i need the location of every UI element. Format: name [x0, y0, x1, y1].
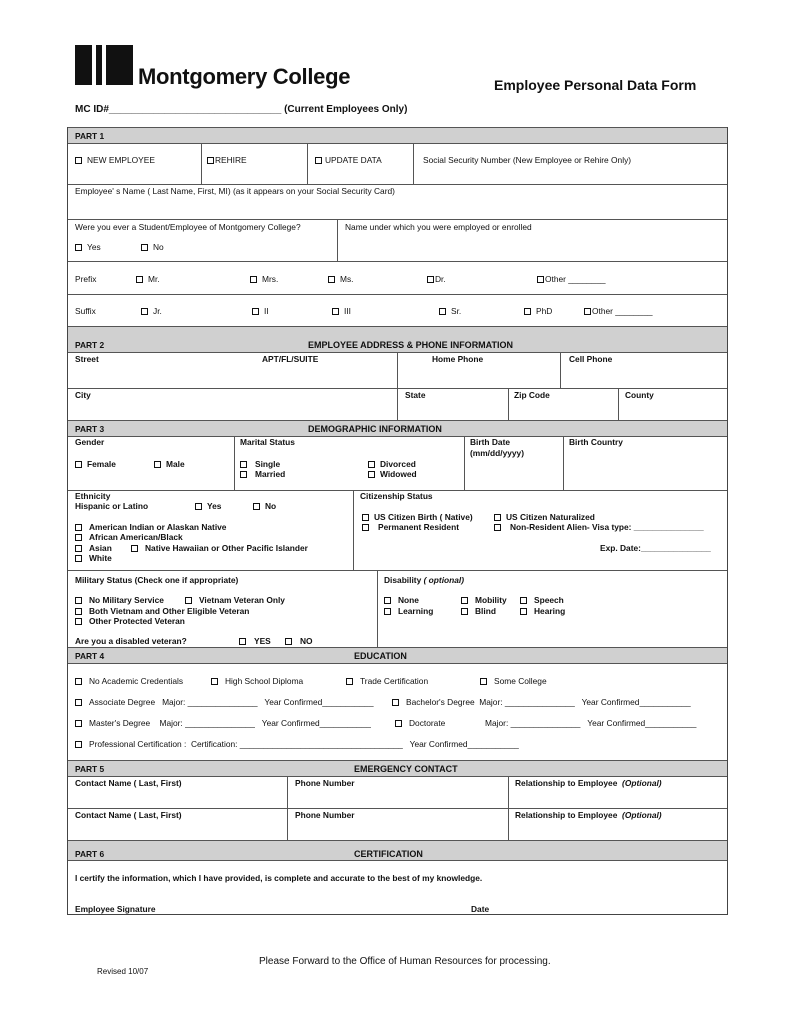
prefix-mrs-checkbox[interactable]: Mrs. [250, 274, 278, 284]
suffix-iii-checkbox[interactable]: III [332, 306, 351, 316]
divorced-checkbox[interactable]: Divorced [368, 459, 416, 469]
race-american-indian-checkbox[interactable]: American Indian or Alaskan Native [75, 522, 226, 532]
form-title: Employee Personal Data Form [494, 77, 697, 93]
part5-header: PART 5 EMERGENCY CONTACT [68, 760, 727, 777]
disability-blind-checkbox[interactable]: Blind [461, 606, 496, 616]
high-school-checkbox[interactable]: High School Diploma [211, 676, 303, 686]
suffix-label: Suffix [75, 306, 96, 316]
associate-degree-checkbox[interactable]: Associate Degree Major: _______________ Year Confirmed___________ [75, 697, 374, 707]
us-birth-checkbox[interactable]: US Citizen Birth ( Native) [362, 512, 473, 522]
zip-field[interactable]: Zip Code [514, 390, 550, 400]
disabled-vet-no-checkbox[interactable]: NO [285, 636, 313, 646]
ethnicity-label: Ethnicity [75, 491, 111, 501]
part6-header: PART 6 CERTIFICATION [68, 840, 727, 861]
home-phone-field[interactable]: Home Phone [432, 354, 484, 364]
certification-statement: I certify the information, which I have provided, is complete and accurate to the best of my knowledge. [75, 873, 483, 883]
former-no-checkbox[interactable]: No [141, 242, 164, 252]
name-under-field[interactable]: Name under which you were employed or enrolled [345, 222, 532, 232]
us-naturalized-checkbox[interactable]: US Citizen Naturalized [494, 512, 595, 522]
hispanic-no-checkbox[interactable]: No [253, 501, 276, 511]
doctorate-checkbox[interactable]: Doctorate [395, 718, 445, 728]
part4-header: PART 4 EDUCATION [68, 647, 727, 664]
contact2-relationship-field[interactable]: Relationship to Employee (Optional) [515, 810, 662, 820]
race-african-american-checkbox[interactable]: African American/Black [75, 532, 183, 542]
disabled-vet-label: Are you a disabled veteran? [75, 636, 187, 646]
employee-name-field[interactable]: Employee' s Name ( Last Name, First, MI) (as it appears on your Social Security Card) [75, 186, 395, 196]
disability-mobility-checkbox[interactable]: Mobility [461, 595, 507, 605]
disability-label: Disability ( optional) [384, 575, 465, 585]
suffix-other-checkbox[interactable]: Other ________ [584, 306, 653, 316]
rehire-checkbox[interactable]: REHIRE [207, 155, 247, 165]
marital-label: Marital Status [240, 437, 295, 447]
suffix-ii-checkbox[interactable]: II [252, 306, 269, 316]
military-label: Military Status (Check one if appropriate) [75, 575, 239, 585]
prefix-label: Prefix [75, 274, 97, 284]
ssn-field[interactable]: Social Security Number (New Employee or Rehire Only) [423, 155, 632, 165]
race-pacific-islander-checkbox[interactable]: Native Hawaiian or Other Pacific Islander [131, 543, 308, 553]
update-data-checkbox[interactable]: UPDATE DATA [315, 155, 382, 165]
masters-degree-checkbox[interactable]: Master's Degree Major: _______________ Year Confirmed___________ [75, 718, 371, 728]
bachelor-degree-checkbox[interactable]: Bachelor's Degree Major: _______________ Year Confirmed___________ [392, 697, 691, 707]
prefix-mr-checkbox[interactable]: Mr. [136, 274, 160, 284]
disability-hearing-checkbox[interactable]: Hearing [520, 606, 565, 616]
employee-signature-field[interactable]: Employee Signature [75, 904, 156, 914]
birth-date-field[interactable]: Birth Date [470, 437, 511, 447]
college-logo-text: Montgomery College [138, 64, 351, 89]
widowed-checkbox[interactable]: Widowed [368, 469, 417, 479]
gender-label: Gender [75, 437, 105, 447]
contact2-name-field[interactable]: Contact Name ( Last, First) [75, 810, 182, 820]
mcid-field[interactable]: MC ID#_______________________________ (Current Employees Only) [75, 104, 408, 115]
suffix-jr-checkbox[interactable]: Jr. [141, 306, 162, 316]
female-checkbox[interactable]: Female [75, 459, 116, 469]
prefix-ms-checkbox[interactable]: Ms. [328, 274, 354, 284]
college-logo-mark [75, 45, 133, 85]
hispanic-label: Hispanic or Latino [75, 501, 149, 511]
contact2-phone-field[interactable]: Phone Number [295, 810, 355, 820]
contact1-name-field[interactable]: Contact Name ( Last, First) [75, 778, 182, 788]
some-college-checkbox[interactable]: Some College [480, 676, 547, 686]
city-field[interactable]: City [75, 390, 91, 400]
part3-header: PART 3 DEMOGRAPHIC INFORMATION [68, 420, 727, 437]
cell-phone-field[interactable]: Cell Phone [569, 354, 613, 364]
married-checkbox[interactable]: Married [240, 469, 285, 479]
birth-date-format: (mm/dd/yyyy) [470, 448, 524, 458]
non-resident-checkbox[interactable]: Non-Resident Alien- Visa type: _______________ [494, 522, 704, 532]
state-field[interactable]: State [405, 390, 426, 400]
no-military-checkbox[interactable]: No Military Service [75, 595, 164, 605]
apt-field[interactable]: APT/FL/SUITE [262, 354, 319, 364]
trade-certification-checkbox[interactable]: Trade Certification [346, 676, 428, 686]
revision-note: Revised 10/07 [97, 967, 149, 976]
permanent-resident-checkbox[interactable]: Permanent Resident [362, 522, 459, 532]
contact1-relationship-field[interactable]: Relationship to Employee (Optional) [515, 778, 662, 788]
part1-header: PART 1 [68, 127, 727, 144]
doctorate-major-field[interactable]: Major: _______________ Year Confirmed___________ [485, 718, 697, 728]
disability-speech-checkbox[interactable]: Speech [520, 595, 564, 605]
prefix-dr-checkbox[interactable]: Dr. [427, 274, 446, 284]
race-white-checkbox[interactable]: White [75, 553, 112, 563]
single-checkbox[interactable]: Single [240, 459, 280, 469]
date-field[interactable]: Date [471, 904, 490, 914]
former-yes-checkbox[interactable]: Yes [75, 242, 101, 252]
disability-none-checkbox[interactable]: None [384, 595, 419, 605]
new-employee-checkbox[interactable]: NEW EMPLOYEE [75, 155, 155, 165]
contact1-phone-field[interactable]: Phone Number [295, 778, 355, 788]
both-vietnam-checkbox[interactable]: Both Vietnam and Other Eligible Veteran [75, 606, 249, 616]
vietnam-only-checkbox[interactable]: Vietnam Veteran Only [185, 595, 285, 605]
professional-cert-checkbox[interactable]: Professional Certification : Certification: ___________________________________ Year Confirmed___________ [75, 739, 519, 749]
suffix-sr-checkbox[interactable]: Sr. [439, 306, 461, 316]
exp-date-field[interactable]: Exp. Date:_______________ [600, 543, 711, 553]
street-field[interactable]: Street [75, 354, 99, 364]
forward-instruction: Please Forward to the Office of Human Resources for processing. [259, 956, 551, 967]
citizenship-label: Citizenship Status [360, 491, 433, 501]
male-checkbox[interactable]: Male [154, 459, 185, 469]
disability-learning-checkbox[interactable]: Learning [384, 606, 433, 616]
disabled-vet-yes-checkbox[interactable]: YES [239, 636, 271, 646]
prefix-other-checkbox[interactable]: Other ________ [537, 274, 606, 284]
hispanic-yes-checkbox[interactable]: Yes [195, 501, 221, 511]
suffix-phd-checkbox[interactable]: PhD [524, 306, 552, 316]
race-asian-checkbox[interactable]: Asian [75, 543, 112, 553]
no-academic-checkbox[interactable]: No Academic Credentials [75, 676, 183, 686]
birth-country-field[interactable]: Birth Country [569, 437, 623, 447]
county-field[interactable]: County [625, 390, 654, 400]
former-student-question: Were you ever a Student/Employee of Montgomery College? [75, 222, 301, 232]
part2-header: PART 2 EMPLOYEE ADDRESS & PHONE INFORMATION [68, 326, 727, 353]
other-protected-checkbox[interactable]: Other Protected Veteran [75, 616, 185, 626]
